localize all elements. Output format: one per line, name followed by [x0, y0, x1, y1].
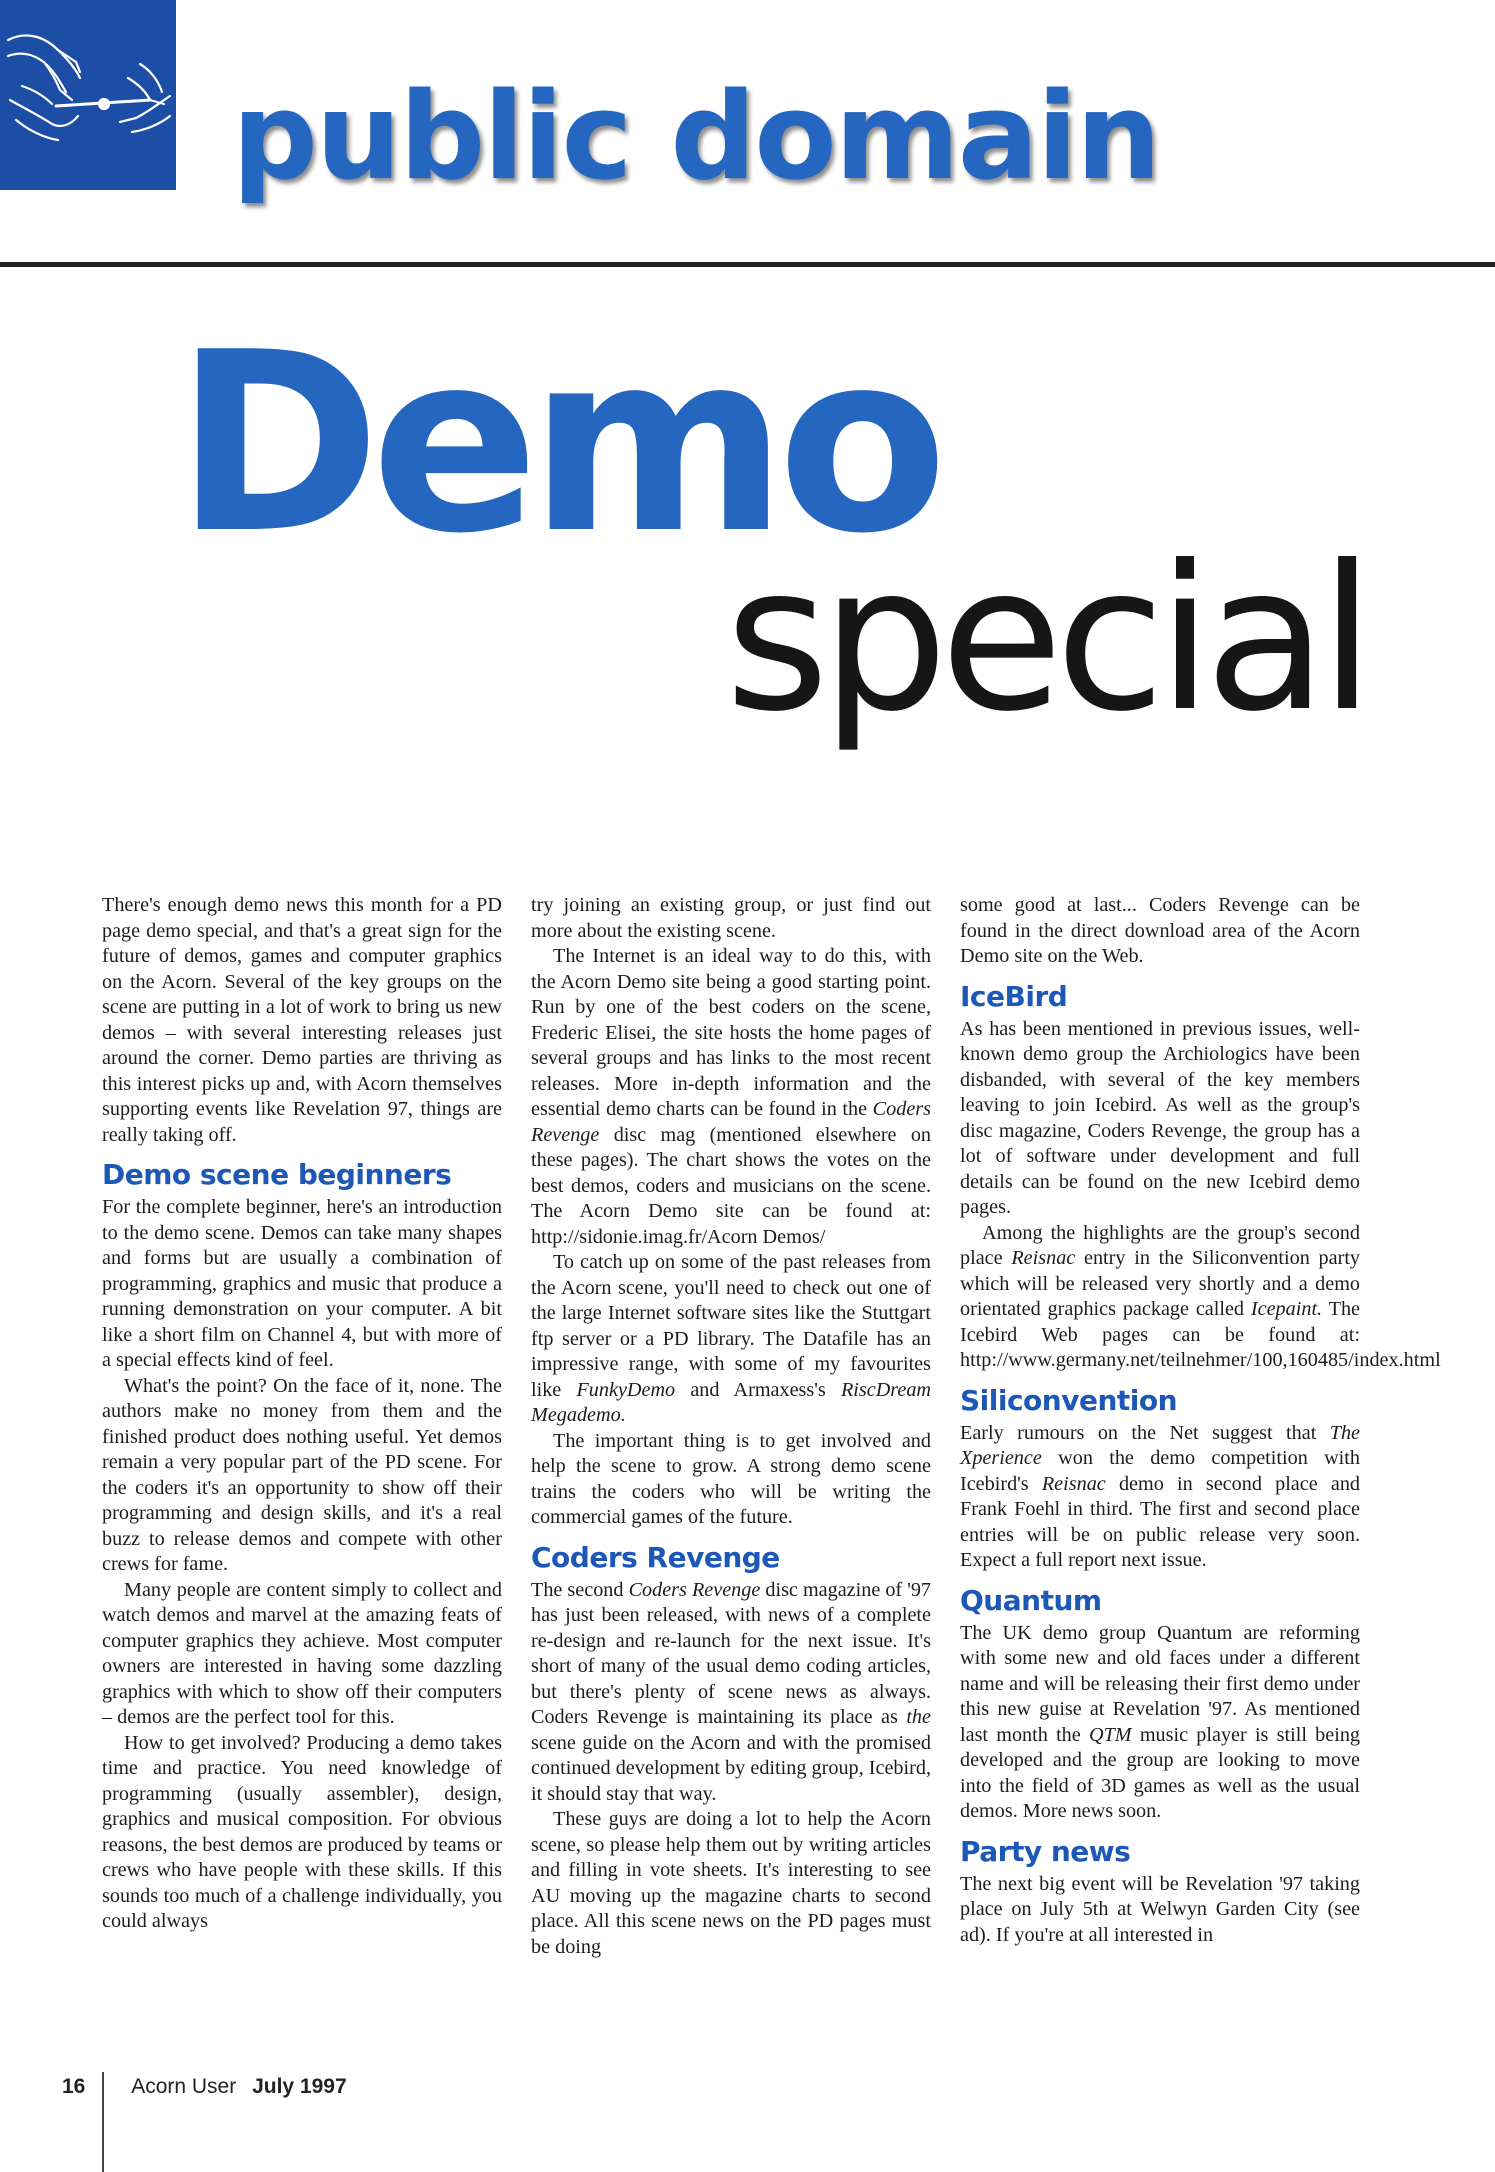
- subheading-quantum: Quantum: [960, 1583, 1102, 1617]
- body-paragraph: Among the highlights are the group's second place Reisnac entry in the Siliconvention party which will be released very shortly and a demo orientated graphics package called Icepaint. The Icebird Web pages can be found at: http://www.germany.net/teilnehmer/100,160485/index.html: [960, 1221, 1441, 1371]
- body-paragraph: The important thing is to get involved and help the scene to grow. A strong demo scene trains the coders who will be writing the commercial games of the future.: [531, 1429, 931, 1528]
- page-footer: [62, 2072, 347, 2102]
- intro-paragraph: There's enough demo news this month for a PD page demo special, and that's a great sign for the future of demos, games and computer graphics on the Acorn. Several of the key groups on the scene are putting in a lot of work to bring us new demos – with several interesting releases just around the corner. Demo parties are thriving as this interest picks up and, with Acorn themselves supporting events like Revelation 97, things are really taking off.: [102, 894, 502, 1146]
- headline-special: special: [725, 523, 1367, 756]
- body-paragraph: The next big event will be Revelation '97 taking place on July 5th at Welwyn Garden City (see ad). If you're at all interested in: [960, 1872, 1360, 1946]
- body-paragraph: What's the point? On the face of it, none. The authors make no money from them and the finished product does nothing useful. Yet demos remain a very popular part of the PD scene. For the coders it's an opportunity to show off their programming and design skills, and it's a real buzz to release demos and compete with other crews for fame.: [102, 1374, 502, 1575]
- article-column-3: [960, 893, 1441, 1948]
- body-paragraph: How to get involved? Producing a demo takes time and practice. You need knowledge of programming (usually assembler), design, graphics and musical composition. For obvious reasons, the best demos are produced by teams or crews who have people with these skills. If this sounds too much of a challenge individually, you could always: [102, 1731, 502, 1932]
- body-paragraph: As has been mentioned in previous issues, well-known demo group the Archiologics have been disbanded, with several of the key members leaving to join Icebird. As well as the group's disc magazine, Coders Revenge, the group has a lot of software under development and full details can be found on the new Icebird demo pages.: [960, 1017, 1360, 1218]
- hands-holding-disc-icon: [0, 0, 176, 190]
- subheading-siliconvention: Siliconvention: [960, 1383, 1178, 1417]
- article-column-1: [102, 893, 502, 1935]
- issue-date: July 1997: [252, 2075, 347, 2098]
- page-number: 16: [62, 2075, 86, 2098]
- magazine-name: Acorn User: [131, 2075, 237, 2098]
- body-paragraph: Early rumours on the Net suggest that The Xperience won the demo competition with Icebird's Reisnac demo in second place and Frank Foehl in third. The first and second place entries will be on public release very soon. Expect a full report next issue.: [960, 1421, 1361, 1571]
- headline-demo: Demo: [175, 300, 938, 588]
- subheading-demo-scene-beginners: Demo scene beginners: [102, 1158, 452, 1191]
- body-paragraph: Many people are content simply to collect and watch demos and marvel at the amazing feats of computer graphics they achieve. Most computer owners are interested in having some dazzling graphics with which to show off their computers – demos are the perfect tool for this.: [102, 1578, 502, 1728]
- body-paragraph: The UK demo group Quantum are reforming with some new and old faces under a different name and will be releasing their first demo under this new guise at Revelation '97. As mentioned last month the QTM music player is still being developed and the group are looking to move into the field of 3D games as well as the usual demos. More news soon.: [960, 1621, 1361, 1822]
- body-paragraph: try joining an existing group, or just find out more about the existing scene.: [531, 894, 931, 942]
- subheading-icebird: IceBird: [960, 979, 1068, 1013]
- article-column-2: [531, 893, 931, 1960]
- section-title: public domain: [232, 68, 1160, 207]
- body-paragraph: These guys are doing a lot to help the Acorn scene, so please help them out by writing articles and filling in vote sheets. It's interesting to see AU moving up the magazine charts to second place. All this scene news on the PD pages must be doing: [531, 1808, 931, 1958]
- body-paragraph: some good at last... Coders Revenge can be found in the direct download area of the Acorn Demo site on the Web.: [960, 894, 1360, 967]
- subheading-coders-revenge: Coders Revenge: [531, 1540, 780, 1574]
- footer-divider: [102, 2072, 104, 2172]
- header-divider: [0, 262, 1495, 267]
- body-paragraph: The second Coders Revenge disc magazine of '97 has just been released, with news of a complete re-design and re-launch for the next issue. It's short of many of the usual demo coding articles, but there's plenty of scene news as always. Coders Revenge is maintaining its place as the scene guide on the Acorn and with the promised continued development by editing group, Icebird, it should stay that way.: [531, 1578, 932, 1805]
- body-paragraph: To catch up on some of the past releases from the Acorn scene, you'll need to check out one of the large Internet software sites like the Stuttgart ftp server or a PD library. The Datafile has an impressive range, with some of my favourites like FunkyDemo and Armaxess's RiscDream Megademo.: [531, 1251, 932, 1426]
- body-paragraph: The Internet is an ideal way to do this, with the Acorn Demo site being a good starting point. Run by one of the best coders on the scene, Frederic Elisei, the site hosts the home pages of several groups and has links to the most recent releases. More in-depth information and the essential demo charts can be found in the Coders Revenge disc mag (mentioned elsewhere on these pages). The chart shows the votes on the best demos, coders and musicians on the scene. The Acorn Demo site can be found at: http://sidonie.imag.fr/Acorn Demos/: [531, 945, 932, 1248]
- subheading-party-news: Party news: [960, 1834, 1131, 1868]
- section-logo: [0, 0, 176, 190]
- body-paragraph: For the complete beginner, here's an introduction to the demo scene. Demos can take many shapes and forms but are usually a combination of programming, graphics and music that produce a running demonstration on your computer. A bit like a short film on Channel 4, but with more of a special effects kind of feel.: [102, 1196, 502, 1371]
